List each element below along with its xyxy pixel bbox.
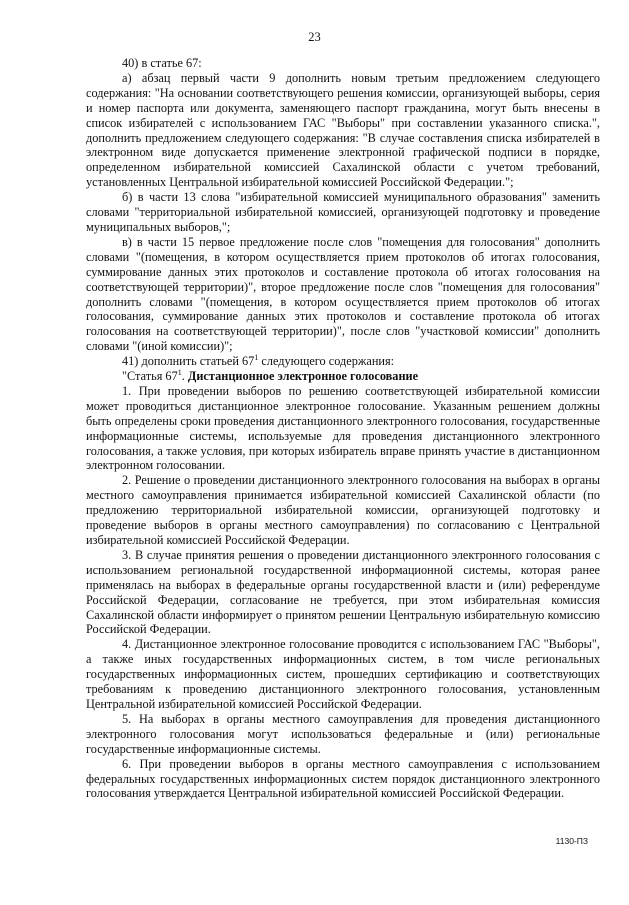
- paragraph-40-header: 40) в статье 67:: [122, 56, 202, 70]
- paragraph-41-text-end: следующего содержания:: [258, 354, 395, 369]
- article-part-6: 6. При проведении выборов в органы местного самоуправления с использованием федеральных государственных информационных систем порядок дистанционного электронного голосования утверждается Центральной избирательной комиссией Российской Федерации.: [86, 756, 600, 801]
- article-part-3: 3. В случае принятия решения о проведении дистанционного электронного голосования с использованием региональной государственной информационной системы, которая ранее применялась на выборах в федеральные органы государственной власти и (или) референдуме Российской Федерации, согласование не требуется, при этом избирательная комиссия Сахалинской области информирует о принятом решении Центральную избирательную комиссию Российской Федерации.: [86, 547, 600, 637]
- article-superscript: 1: [177, 367, 182, 377]
- article-part-1: 1. При проведении выборов по решению соответствующей избирательной комиссии может проводиться дистанционное электронное голосование. Указанным решением должны быть определены сроки проведения дистанционного электронного голосования, государственные информационные системы, используемые для проведения дистанционного электронного голосования, а также условия, при которых избиратель вправе принять участие в дистанционном электронном голосовании.: [86, 383, 600, 473]
- paragraph-40a: а) абзац первый части 9 дополнить новым третьим предложением следующего содержания: "На основании соответствующего решения комиссии, организующей выборы, серия и номер паспорта или документа, заменяющего паспорт гражданина, могут быть внесены в список избирателей с использованием ГАС "Выборы" при составлении указанного списка.", дополнить предложением следующего содержания: "В случае составления списка избирателей в электронном виде допускается применение электронной графической подписи в порядке, определенном избирательной комиссией Сахалинской области с учетом требований, установленных Центральной избирательной комиссией Российской Федерации.";: [86, 70, 600, 190]
- article-separator: .: [181, 369, 188, 384]
- paragraph-41-text: 41) дополнить статьей 67: [122, 354, 255, 369]
- article-part-5: 5. На выборах в органы местного самоуправления для проведения дистанционного электронного голосования могут использоваться федеральные и (или) региональные государственные информационные системы.: [86, 711, 600, 756]
- article-part-2: 2. Решение о проведении дистанционного электронного голосования на выборах в органы местного самоуправления принимается избирательной комиссией Сахалинской области (по предложению территориальной избирательной комиссии, организующей подготовку и проведение выборов в органы местного самоуправления) по согласованию с Центральной избирательной комиссией Российской Федерации.: [86, 473, 600, 547]
- article-heading: [86, 369, 600, 384]
- article-title: Дистанционное электронное голосование: [187, 369, 419, 384]
- article-part-4: 4. Дистанционное электронное голосование проводится с использованием ГАС "Выборы", а также иных государственных информационных систем, в том числе региональных государственных информационных систем, прошедших сертификацию и соответствующих требованиям к проведению дистанционного электронного голосования, установленным Центральной избирательной комиссией Российской Федерации.: [86, 637, 600, 711]
- document-code: 1130-ПЗ: [555, 836, 588, 846]
- paragraph-41-header: [86, 354, 600, 369]
- paragraph-41-superscript: 1: [254, 353, 259, 363]
- document-body: [86, 56, 600, 801]
- article-label: "Статья 67: [122, 369, 178, 384]
- page-number: 23: [308, 30, 321, 44]
- paragraph-40b: б) в части 13 слова "избирательной комиссией муниципального образования" заменить словами "территориальной избирательной комиссией, организующей подготовку и проведение муниципальных выборов,";: [86, 190, 600, 234]
- paragraph-40v: в) в части 15 первое предложение после слов "помещения для голосования" дополнить словами "(помещения, в котором осуществляется прием протоколов об итогах голосования, суммирование данных этих протоколов и составление протокола об итогах голосования на соответствующей территории)", второе предложение после слов "помещения для голосования" дополнить словами "(помещения, в котором осуществляется прием протоколов об итогах голосования, суммирование данных этих протоколов и составление протокола об итогах голосования на соответствующей территории)", после слов "участковой комиссии" дополнить словами "(иной комиссии)";: [86, 234, 600, 354]
